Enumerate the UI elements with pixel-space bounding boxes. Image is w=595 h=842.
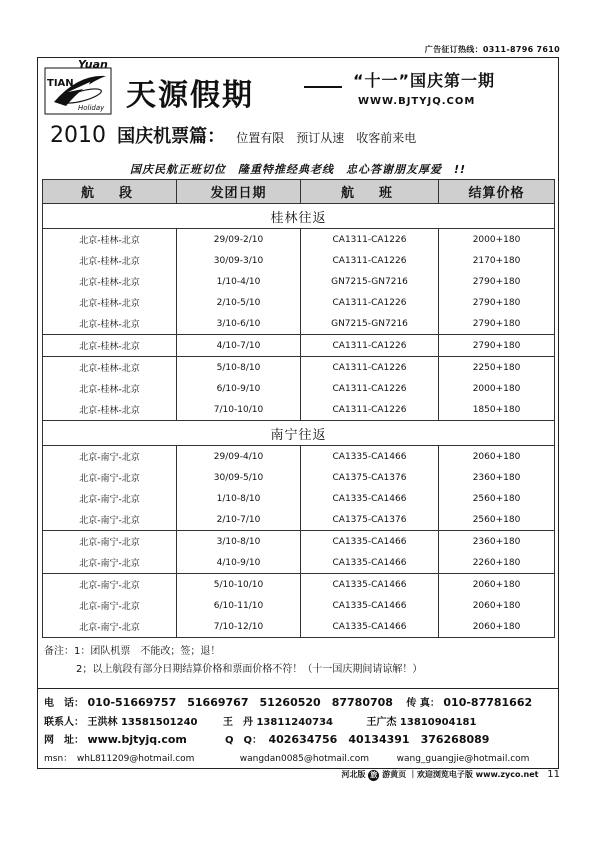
table-row — [43, 313, 555, 335]
section-header-row — [43, 421, 555, 446]
web-link[interactable]: www.bjtyjq.com — [87, 733, 187, 746]
date-cell: 7/10-12/10 — [177, 616, 301, 638]
route-cell: 北京-桂林-北京 — [43, 335, 177, 357]
route-cell: 北京-南宁-北京 — [43, 531, 177, 553]
flight-cell: CA1311-CA1226 — [301, 335, 439, 357]
ad-hotline: 广告征订热线：0311-8796 7610 — [424, 45, 560, 54]
headline-subtitle: 位置有限 预订从速 收客前来电 — [236, 131, 417, 145]
date-cell: 1/10-8/10 — [177, 488, 301, 509]
route-cell: 北京-桂林-北京 — [43, 357, 177, 379]
price-cell: 2560+180 — [439, 509, 555, 531]
notes — [44, 643, 422, 679]
price-cell: 2060+180 — [439, 574, 555, 596]
flight-cell: GN7215-GN7216 — [301, 271, 439, 292]
route-cell: 北京-南宁-北京 — [43, 616, 177, 638]
table-row — [43, 335, 555, 357]
page-number: 11 — [547, 769, 560, 780]
msn-2[interactable]: wangdan0085@hotmail.com — [239, 754, 369, 764]
contacts-row — [44, 713, 476, 728]
col-route: 航 段 — [43, 180, 177, 204]
date-cell: 29/09-4/10 — [177, 446, 301, 468]
col-date: 发团日期 — [177, 180, 301, 204]
date-cell: 4/10-9/10 — [177, 552, 301, 574]
route-cell: 北京-桂林-北京 — [43, 229, 177, 251]
col-flight: 航 班 — [301, 180, 439, 204]
page-footer — [342, 769, 561, 781]
contact-block — [38, 688, 558, 764]
route-cell: 北京-桂林-北京 — [43, 313, 177, 335]
phone-label: 电 话： — [44, 698, 84, 709]
contact-person-1: 王洪林 13581501240 — [87, 717, 198, 728]
price-cell: 2790+180 — [439, 292, 555, 313]
headline-title: 国庆机票篇： — [117, 126, 226, 147]
logo-text-bottom: Holiday — [78, 104, 105, 112]
route-cell: 北京-桂林-北京 — [43, 399, 177, 421]
msn-label: msn： — [44, 754, 73, 764]
date-cell: 5/10-10/10 — [177, 574, 301, 596]
web-label: 网 址： — [44, 735, 84, 746]
flight-cell: CA1335-CA1466 — [301, 531, 439, 553]
logo-text-side: TIAN — [47, 78, 74, 89]
route-cell: 北京-南宁-北京 — [43, 595, 177, 616]
msn-3[interactable]: wang_guangjie@hotmail.com — [396, 754, 530, 764]
section-title: 桂林往返 — [43, 204, 555, 229]
price-cell: 2000+180 — [439, 378, 555, 399]
note-2: 2；以上航段有部分日期结算价格和票面价格不符！（十一国庆期间请谅解！） — [76, 664, 423, 675]
flight-cell: GN7215-GN7216 — [301, 313, 439, 335]
footer-edition: 河北版 — [341, 770, 366, 779]
logo-text-top: Yuan — [78, 58, 108, 71]
table-row — [43, 616, 555, 638]
date-cell: 4/10-7/10 — [177, 335, 301, 357]
table-row — [43, 292, 555, 313]
flight-cell: CA1311-CA1226 — [301, 378, 439, 399]
route-cell: 北京-桂林-北京 — [43, 250, 177, 271]
flight-cell: CA1375-CA1376 — [301, 509, 439, 531]
route-cell: 北京-南宁-北京 — [43, 488, 177, 509]
table-row — [43, 574, 555, 596]
table-row — [43, 488, 555, 509]
date-cell: 6/10-11/10 — [177, 595, 301, 616]
col-price: 结算价格 — [439, 180, 555, 204]
qq-label: Q Q： — [224, 735, 262, 746]
web-row — [44, 731, 489, 747]
price-cell: 2000+180 — [439, 229, 555, 251]
route-cell: 北京-南宁-北京 — [43, 574, 177, 596]
fare-table — [42, 179, 555, 638]
table-row — [43, 271, 555, 292]
date-cell: 30/09-5/10 — [177, 467, 301, 488]
price-cell: 2260+180 — [439, 552, 555, 574]
flight-cell: CA1335-CA1466 — [301, 574, 439, 596]
route-cell: 北京-桂林-北京 — [43, 378, 177, 399]
flight-cell: CA1311-CA1226 — [301, 229, 439, 251]
footer-badge: 旅 — [370, 771, 378, 779]
date-cell: 6/10-9/10 — [177, 378, 301, 399]
tagline: 国庆民航正班切位 隆重特推经典老线 忠心答谢朋友厚爱 !! — [129, 163, 467, 176]
brand-title: 天源假期 — [126, 78, 254, 113]
date-cell: 5/10-8/10 — [177, 357, 301, 379]
title-dash — [304, 86, 342, 88]
route-cell: 北京-南宁-北京 — [43, 467, 177, 488]
price-cell: 2250+180 — [439, 357, 555, 379]
contact-person-3: 王广杰 13810904181 — [366, 717, 477, 728]
flight-cell: CA1335-CA1466 — [301, 552, 439, 574]
ad-frame — [37, 57, 559, 769]
table-row — [43, 552, 555, 574]
slogan: “十一”国庆第一期 — [353, 71, 496, 90]
footer-section: 游黄页 — [382, 770, 407, 779]
table-row — [43, 250, 555, 271]
footer-website: ｜欢迎浏览电子版 www.zyco.net — [408, 770, 539, 779]
phone-numbers: 010-51669757 51669767 51260520 87780708 — [87, 696, 393, 709]
headline-year: 2010 — [50, 123, 106, 148]
logo — [44, 58, 112, 116]
msn-row — [44, 751, 529, 764]
date-cell: 3/10-6/10 — [177, 313, 301, 335]
table-row — [43, 229, 555, 251]
price-cell: 2170+180 — [439, 250, 555, 271]
table-row — [43, 467, 555, 488]
phone-row — [44, 694, 532, 710]
headline — [50, 122, 550, 148]
table-row — [43, 509, 555, 531]
flight-cell: CA1335-CA1466 — [301, 616, 439, 638]
flight-cell: CA1311-CA1226 — [301, 250, 439, 271]
price-cell: 2360+180 — [439, 467, 555, 488]
price-cell: 2060+180 — [439, 616, 555, 638]
price-cell: 2790+180 — [439, 335, 555, 357]
route-cell: 北京-南宁-北京 — [43, 552, 177, 574]
route-cell: 北京-南宁-北京 — [43, 509, 177, 531]
flight-cell: CA1335-CA1466 — [301, 595, 439, 616]
section-title: 南宁往返 — [43, 421, 555, 446]
fare-table-body — [43, 204, 555, 638]
route-cell: 北京-南宁-北京 — [43, 446, 177, 468]
price-cell: 2790+180 — [439, 271, 555, 292]
table-row — [43, 357, 555, 379]
price-cell: 2060+180 — [439, 446, 555, 468]
price-cell: 2790+180 — [439, 313, 555, 335]
route-cell: 北京-桂林-北京 — [43, 292, 177, 313]
route-cell: 北京-桂林-北京 — [43, 271, 177, 292]
contact-person-2: 王 丹 13811240734 — [222, 717, 333, 728]
table-row — [43, 446, 555, 468]
people-label: 联系人： — [44, 717, 84, 728]
price-cell: 1850+180 — [439, 399, 555, 421]
date-cell: 2/10-5/10 — [177, 292, 301, 313]
date-cell: 3/10-8/10 — [177, 531, 301, 553]
flight-cell: CA1311-CA1226 — [301, 292, 439, 313]
table-row — [43, 399, 555, 421]
fax-number: 010-87781662 — [443, 696, 533, 709]
price-cell: 2060+180 — [439, 595, 555, 616]
date-cell: 7/10-10/10 — [177, 399, 301, 421]
table-row — [43, 595, 555, 616]
note-1: 备注：1：团队机票 不能改；签；退！ — [44, 646, 221, 657]
flight-cell: CA1311-CA1226 — [301, 399, 439, 421]
price-cell: 2560+180 — [439, 488, 555, 509]
flight-cell: CA1335-CA1466 — [301, 446, 439, 468]
date-cell: 29/09-2/10 — [177, 229, 301, 251]
section-header-row — [43, 204, 555, 229]
date-cell: 2/10-7/10 — [177, 509, 301, 531]
qq-numbers: 402634756 40134391 376268089 — [268, 733, 490, 746]
table-row — [43, 531, 555, 553]
table-header-row — [43, 180, 555, 204]
flight-cell: CA1335-CA1466 — [301, 488, 439, 509]
fax-label: 传 真： — [406, 698, 440, 709]
flight-cell: CA1375-CA1376 — [301, 467, 439, 488]
flight-cell: CA1311-CA1226 — [301, 357, 439, 379]
price-cell: 2360+180 — [439, 531, 555, 553]
website-url: WWW.BJTYJQ.COM — [358, 96, 476, 107]
date-cell: 30/09-3/10 — [177, 250, 301, 271]
table-row — [43, 378, 555, 399]
date-cell: 1/10-4/10 — [177, 271, 301, 292]
msn-1[interactable]: whL811209@hotmail.com — [76, 754, 195, 764]
